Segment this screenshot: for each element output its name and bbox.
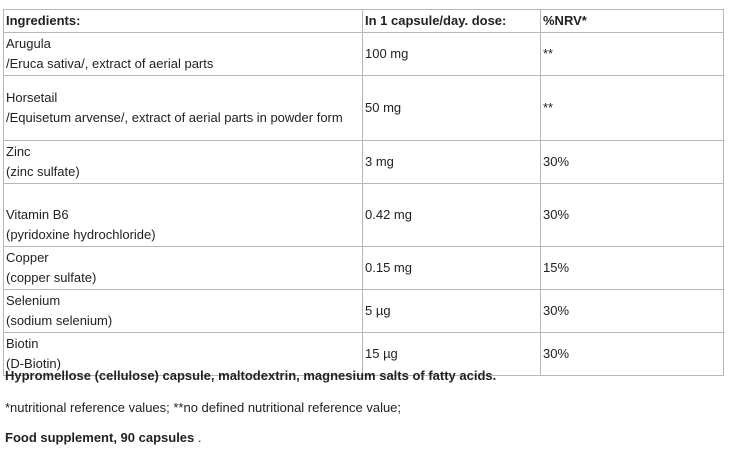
nrv-cell: ** (541, 76, 724, 141)
dose-cell: 0.15 mg (363, 247, 541, 290)
ingredient-cell (4, 33, 363, 76)
ingredient-name: Horsetail (6, 90, 58, 105)
ingredient-cell (4, 290, 363, 333)
nrv-cell: 30% (541, 290, 724, 333)
header-ingredients: Ingredients: (4, 10, 363, 33)
ingredient-name: Copper (6, 250, 49, 265)
dose-cell: 3 mg (363, 141, 541, 184)
table-row (4, 290, 724, 333)
ingredient-name: Zinc (6, 144, 31, 159)
product-suffix: . (194, 430, 202, 445)
nrv-cell: 15% (541, 247, 724, 290)
ingredient-detail: (copper sulfate) (6, 270, 97, 285)
ingredients-table (3, 9, 724, 376)
ingredient-name: Arugula (6, 36, 51, 51)
ingredient-detail: /Equisetum arvense/, extract of aerial parts in powder form (6, 110, 343, 125)
ingredient-detail: (pyridoxine hydrochloride) (6, 227, 156, 242)
table-header-row (4, 10, 724, 33)
ingredient-cell (4, 76, 363, 141)
ingredient-cell (4, 141, 363, 184)
product-description (5, 430, 202, 445)
dose-cell: 15 µg (363, 333, 541, 376)
ingredient-detail: (sodium selenium) (6, 313, 113, 328)
header-dose: In 1 capsule/day. dose: (363, 10, 541, 33)
ingredient-name: Selenium (6, 293, 61, 308)
header-nrv: %NRV* (541, 10, 724, 33)
ingredient-name: Biotin (6, 336, 39, 351)
table-row (4, 247, 724, 290)
ingredient-detail: (zinc sulfate) (6, 164, 80, 179)
table-row (4, 33, 724, 76)
nrv-cell: ** (541, 33, 724, 76)
table-row (4, 141, 724, 184)
table-row (4, 184, 724, 247)
dose-cell: 5 µg (363, 290, 541, 333)
nrv-cell: 30% (541, 184, 724, 247)
dose-cell: 100 mg (363, 33, 541, 76)
nrv-cell: 30% (541, 141, 724, 184)
dose-cell: 0.42 mg (363, 184, 541, 247)
ingredient-name: Vitamin B6 (6, 207, 69, 222)
product-label: Food supplement, 90 capsules (5, 430, 195, 445)
nrv-cell: 30% (541, 333, 724, 376)
ingredient-cell (4, 247, 363, 290)
ingredient-detail: (D-Biotin) (6, 356, 61, 371)
ingredient-detail: /Eruca sativa/, extract of aerial parts (6, 56, 214, 71)
table-row (4, 76, 724, 141)
nrv-footnote: *nutritional reference values; **no defined nutritional reference value; (5, 400, 402, 415)
capsule-ingredients: Hypromellose (cellulose) capsule, maltodextrin, magnesium salts of fatty acids. (5, 368, 497, 383)
dose-cell: 50 mg (363, 76, 541, 141)
ingredient-cell (4, 184, 363, 247)
